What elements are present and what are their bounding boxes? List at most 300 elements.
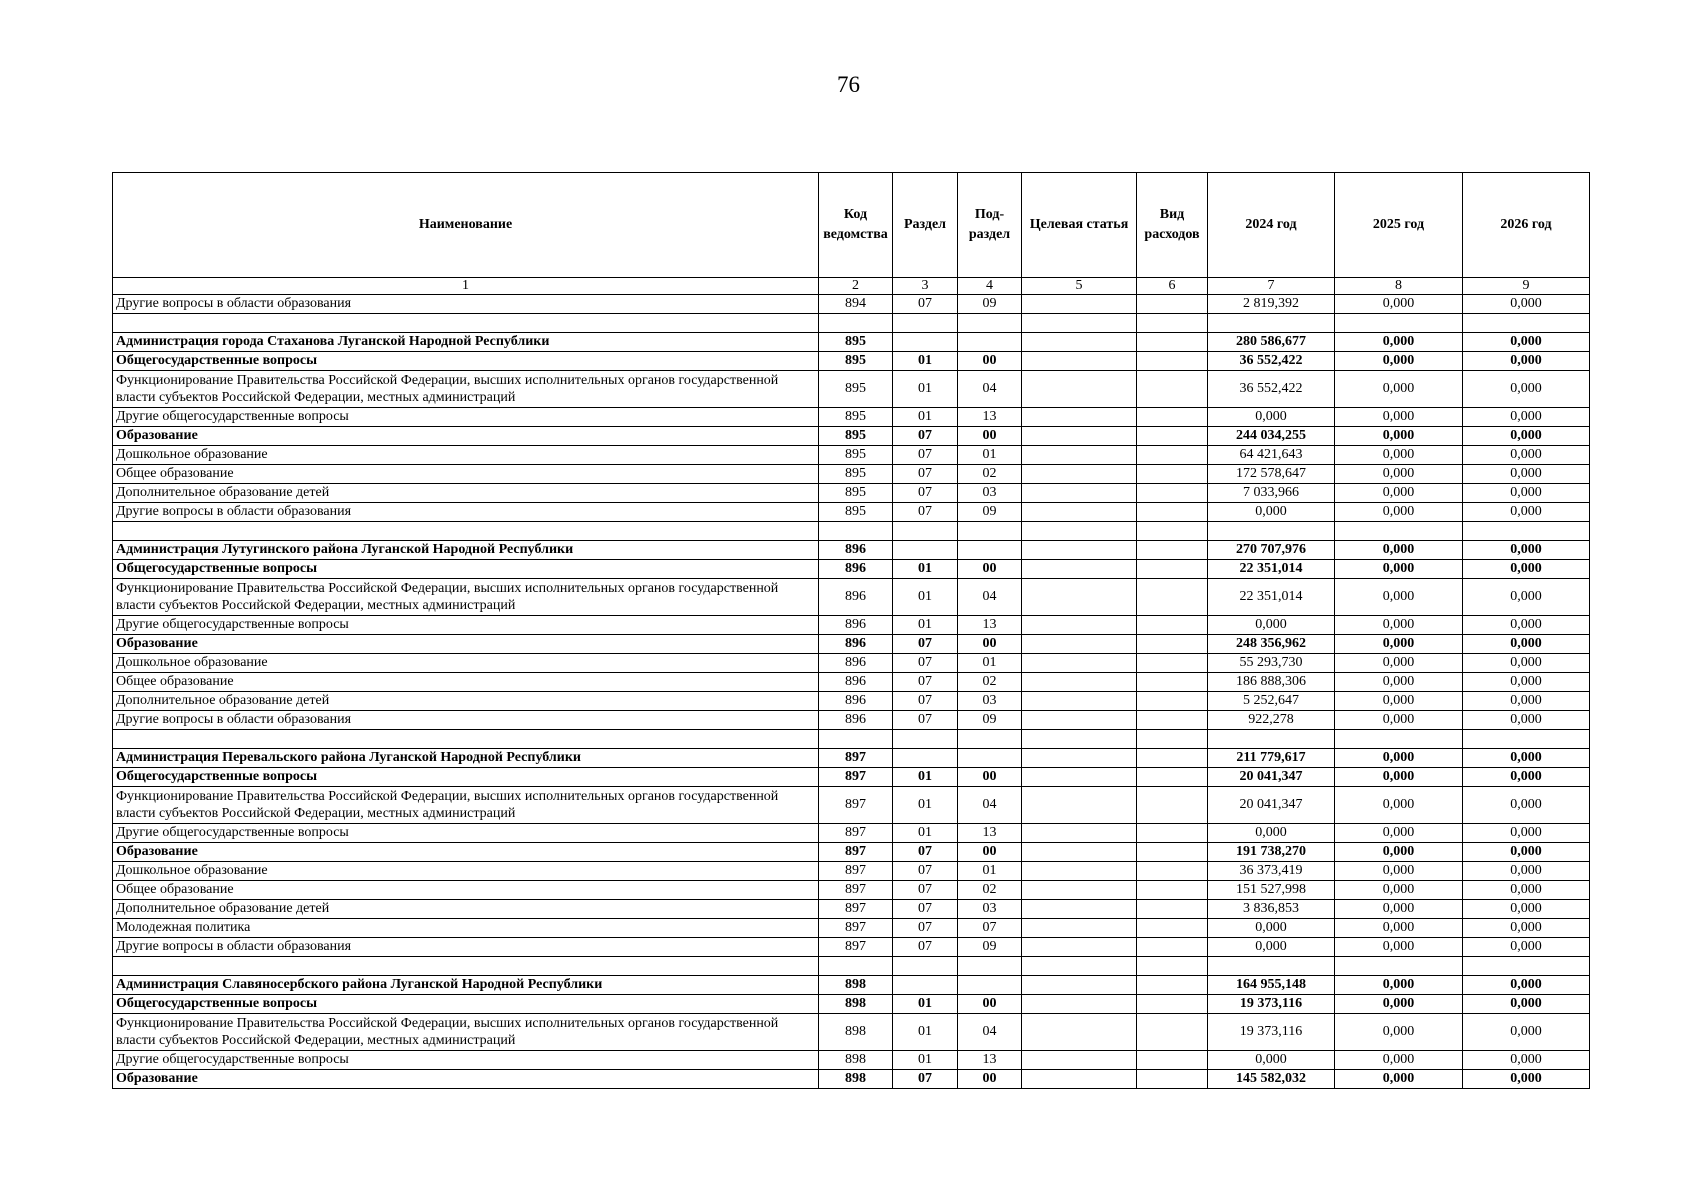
cell-2024: 270 707,976 (1208, 541, 1335, 560)
cell-section: 07 (893, 295, 958, 314)
cell-code: 895 (819, 408, 893, 427)
cell-target (1022, 995, 1137, 1014)
cell-subsection: 09 (958, 503, 1022, 522)
cell-section (893, 976, 958, 995)
cell-kind (1137, 843, 1208, 862)
empty-cell (893, 730, 958, 749)
empty-cell (1022, 314, 1137, 333)
cell-section: 01 (893, 824, 958, 843)
empty-cell (1463, 522, 1590, 541)
cell-target (1022, 843, 1137, 862)
table-row (113, 768, 1590, 787)
cell-2024: 64 421,643 (1208, 446, 1335, 465)
cell-section: 07 (893, 900, 958, 919)
cell-kind (1137, 616, 1208, 635)
cell-kind (1137, 635, 1208, 654)
cell-name: Образование (113, 427, 819, 446)
cell-2025: 0,000 (1335, 446, 1463, 465)
cell-section: 07 (893, 673, 958, 692)
cell-name: Дополнительное образование детей (113, 692, 819, 711)
cell-subsection: 02 (958, 881, 1022, 900)
cell-section: 01 (893, 352, 958, 371)
cell-2024: 0,000 (1208, 503, 1335, 522)
cell-2024: 0,000 (1208, 408, 1335, 427)
header-2026: 2026 год (1463, 173, 1590, 278)
column-number: 1 (113, 278, 819, 295)
cell-code: 896 (819, 654, 893, 673)
empty-cell (113, 314, 819, 333)
table-row (113, 919, 1590, 938)
cell-2025: 0,000 (1335, 976, 1463, 995)
cell-2025: 0,000 (1335, 503, 1463, 522)
cell-target (1022, 541, 1137, 560)
table-row (113, 541, 1590, 560)
cell-subsection (958, 333, 1022, 352)
cell-kind (1137, 465, 1208, 484)
cell-target (1022, 579, 1137, 616)
header-target: Целевая статья (1022, 173, 1137, 278)
header-code: Код ведомства (819, 173, 893, 278)
cell-code: 896 (819, 635, 893, 654)
empty-cell (1022, 957, 1137, 976)
cell-section: 01 (893, 579, 958, 616)
cell-2026: 0,000 (1463, 352, 1590, 371)
header-2024: 2024 год (1208, 173, 1335, 278)
cell-code: 895 (819, 484, 893, 503)
cell-name: Функционирование Правительства Российской Федерации, высших исполнительных органов государственной власти субъектов Российской Федерации, местных администраций (113, 787, 819, 824)
cell-target (1022, 900, 1137, 919)
cell-kind (1137, 995, 1208, 1014)
cell-code: 896 (819, 616, 893, 635)
cell-2025: 0,000 (1335, 749, 1463, 768)
cell-2026: 0,000 (1463, 976, 1590, 995)
cell-target (1022, 749, 1137, 768)
cell-2025: 0,000 (1335, 560, 1463, 579)
cell-subsection: 07 (958, 919, 1022, 938)
cell-2026: 0,000 (1463, 692, 1590, 711)
empty-cell (1137, 957, 1208, 976)
cell-kind (1137, 408, 1208, 427)
cell-section: 07 (893, 881, 958, 900)
cell-subsection: 13 (958, 408, 1022, 427)
cell-2024: 22 351,014 (1208, 579, 1335, 616)
cell-section: 07 (893, 862, 958, 881)
cell-section: 07 (893, 503, 958, 522)
cell-2024: 20 041,347 (1208, 768, 1335, 787)
cell-code: 896 (819, 560, 893, 579)
table-row (113, 579, 1590, 616)
cell-name: Дошкольное образование (113, 862, 819, 881)
cell-kind (1137, 919, 1208, 938)
cell-2025: 0,000 (1335, 938, 1463, 957)
cell-2026: 0,000 (1463, 1070, 1590, 1089)
cell-section: 01 (893, 995, 958, 1014)
cell-subsection: 03 (958, 900, 1022, 919)
cell-2024: 36 552,422 (1208, 352, 1335, 371)
cell-2024: 191 738,270 (1208, 843, 1335, 862)
page-number: 76 (837, 72, 860, 97)
cell-kind (1137, 579, 1208, 616)
cell-section: 01 (893, 787, 958, 824)
cell-subsection (958, 749, 1022, 768)
table-row (113, 371, 1590, 408)
cell-code: 897 (819, 843, 893, 862)
cell-subsection (958, 541, 1022, 560)
cell-name: Другие общегосударственные вопросы (113, 1051, 819, 1070)
table-row (113, 616, 1590, 635)
cell-2026: 0,000 (1463, 371, 1590, 408)
cell-section: 01 (893, 768, 958, 787)
cell-code: 895 (819, 371, 893, 408)
cell-2024: 922,278 (1208, 711, 1335, 730)
cell-target (1022, 408, 1137, 427)
cell-name: Общегосударственные вопросы (113, 560, 819, 579)
cell-name: Образование (113, 843, 819, 862)
cell-section: 07 (893, 654, 958, 673)
table-row (113, 976, 1590, 995)
cell-2025: 0,000 (1335, 484, 1463, 503)
cell-kind (1137, 1070, 1208, 1089)
cell-2024: 186 888,306 (1208, 673, 1335, 692)
empty-cell (1208, 730, 1335, 749)
cell-2024: 145 582,032 (1208, 1070, 1335, 1089)
empty-cell (113, 730, 819, 749)
empty-cell (1463, 957, 1590, 976)
cell-subsection: 04 (958, 787, 1022, 824)
cell-2024: 244 034,255 (1208, 427, 1335, 446)
cell-2026: 0,000 (1463, 938, 1590, 957)
cell-subsection: 04 (958, 1014, 1022, 1051)
cell-2025: 0,000 (1335, 824, 1463, 843)
header-2025: 2025 год (1335, 173, 1463, 278)
cell-subsection: 00 (958, 352, 1022, 371)
cell-2024: 0,000 (1208, 824, 1335, 843)
cell-2026: 0,000 (1463, 446, 1590, 465)
cell-target (1022, 371, 1137, 408)
cell-target (1022, 446, 1137, 465)
cell-2026: 0,000 (1463, 427, 1590, 446)
cell-section (893, 541, 958, 560)
cell-kind (1137, 1014, 1208, 1051)
cell-2024: 0,000 (1208, 919, 1335, 938)
cell-target (1022, 976, 1137, 995)
cell-2024: 211 779,617 (1208, 749, 1335, 768)
cell-2026: 0,000 (1463, 824, 1590, 843)
empty-cell (819, 730, 893, 749)
cell-2026: 0,000 (1463, 749, 1590, 768)
cell-kind (1137, 938, 1208, 957)
table-row (113, 824, 1590, 843)
cell-subsection: 03 (958, 484, 1022, 503)
empty-cell (893, 314, 958, 333)
cell-section: 01 (893, 616, 958, 635)
cell-section: 01 (893, 560, 958, 579)
table-row (113, 1070, 1590, 1089)
table-row (113, 787, 1590, 824)
cell-2025: 0,000 (1335, 635, 1463, 654)
cell-target (1022, 938, 1137, 957)
cell-2024: 20 041,347 (1208, 787, 1335, 824)
empty-cell (1137, 314, 1208, 333)
cell-name: Администрация Лутугинского района Луганской Народной Республики (113, 541, 819, 560)
budget-table (112, 172, 1590, 1089)
cell-code: 895 (819, 427, 893, 446)
cell-code: 898 (819, 1070, 893, 1089)
cell-section: 07 (893, 484, 958, 503)
empty-cell (819, 957, 893, 976)
cell-2024: 0,000 (1208, 938, 1335, 957)
header-row (113, 173, 1590, 278)
cell-subsection: 00 (958, 635, 1022, 654)
cell-name: Другие вопросы в области образования (113, 711, 819, 730)
cell-2025: 0,000 (1335, 1014, 1463, 1051)
table-body (113, 295, 1590, 1089)
cell-2026: 0,000 (1463, 654, 1590, 673)
empty-cell (1335, 957, 1463, 976)
column-number: 9 (1463, 278, 1590, 295)
cell-name: Образование (113, 1070, 819, 1089)
cell-code: 897 (819, 824, 893, 843)
cell-target (1022, 635, 1137, 654)
cell-2026: 0,000 (1463, 635, 1590, 654)
empty-cell (1137, 730, 1208, 749)
cell-code: 895 (819, 333, 893, 352)
cell-subsection: 01 (958, 862, 1022, 881)
cell-section: 07 (893, 692, 958, 711)
cell-kind (1137, 881, 1208, 900)
cell-2026: 0,000 (1463, 881, 1590, 900)
cell-2026: 0,000 (1463, 995, 1590, 1014)
column-number: 6 (1137, 278, 1208, 295)
cell-2026: 0,000 (1463, 787, 1590, 824)
cell-name: Функционирование Правительства Российской Федерации, высших исполнительных органов государственной власти субъектов Российской Федерации, местных администраций (113, 371, 819, 408)
cell-2026: 0,000 (1463, 919, 1590, 938)
empty-cell (893, 522, 958, 541)
empty-cell (1335, 730, 1463, 749)
cell-2026: 0,000 (1463, 843, 1590, 862)
cell-target (1022, 484, 1137, 503)
table-row (113, 862, 1590, 881)
cell-kind (1137, 654, 1208, 673)
empty-cell (958, 314, 1022, 333)
cell-2026: 0,000 (1463, 333, 1590, 352)
cell-2026: 0,000 (1463, 560, 1590, 579)
cell-kind (1137, 560, 1208, 579)
cell-section: 07 (893, 1070, 958, 1089)
cell-section: 01 (893, 1051, 958, 1070)
cell-2025: 0,000 (1335, 787, 1463, 824)
cell-name: Другие вопросы в области образования (113, 938, 819, 957)
cell-section: 07 (893, 446, 958, 465)
cell-subsection: 00 (958, 1070, 1022, 1089)
cell-section: 07 (893, 711, 958, 730)
cell-2026: 0,000 (1463, 1014, 1590, 1051)
cell-subsection: 01 (958, 446, 1022, 465)
column-number: 7 (1208, 278, 1335, 295)
cell-target (1022, 881, 1137, 900)
empty-cell (1463, 730, 1590, 749)
cell-code: 897 (819, 881, 893, 900)
cell-2026: 0,000 (1463, 711, 1590, 730)
table-row (113, 560, 1590, 579)
cell-target (1022, 787, 1137, 824)
cell-kind (1137, 427, 1208, 446)
table-row (113, 1051, 1590, 1070)
cell-name: Дополнительное образование детей (113, 900, 819, 919)
cell-kind (1137, 900, 1208, 919)
cell-2025: 0,000 (1335, 465, 1463, 484)
empty-cell (819, 314, 893, 333)
header-kind: Вид расходов (1137, 173, 1208, 278)
cell-code: 895 (819, 352, 893, 371)
column-number: 3 (893, 278, 958, 295)
cell-target (1022, 919, 1137, 938)
cell-code: 897 (819, 749, 893, 768)
cell-target (1022, 427, 1137, 446)
cell-2024: 36 373,419 (1208, 862, 1335, 881)
empty-cell (1208, 522, 1335, 541)
cell-code: 897 (819, 919, 893, 938)
cell-2026: 0,000 (1463, 862, 1590, 881)
cell-target (1022, 333, 1137, 352)
cell-section: 07 (893, 427, 958, 446)
cell-2024: 172 578,647 (1208, 465, 1335, 484)
cell-2024: 248 356,962 (1208, 635, 1335, 654)
cell-2024: 22 351,014 (1208, 560, 1335, 579)
cell-2026: 0,000 (1463, 579, 1590, 616)
cell-target (1022, 560, 1137, 579)
column-number: 8 (1335, 278, 1463, 295)
empty-cell (893, 957, 958, 976)
table-row (113, 408, 1590, 427)
cell-2024: 3 836,853 (1208, 900, 1335, 919)
table-row (113, 1014, 1590, 1051)
cell-subsection: 03 (958, 692, 1022, 711)
cell-name: Другие общегосударственные вопросы (113, 408, 819, 427)
cell-section: 07 (893, 635, 958, 654)
cell-name: Общегосударственные вопросы (113, 995, 819, 1014)
blank-row (113, 314, 1590, 333)
header-name: Наименование (113, 173, 819, 278)
cell-target (1022, 824, 1137, 843)
cell-2024: 19 373,116 (1208, 1014, 1335, 1051)
cell-kind (1137, 824, 1208, 843)
cell-section: 01 (893, 371, 958, 408)
cell-kind (1137, 711, 1208, 730)
cell-name: Дополнительное образование детей (113, 484, 819, 503)
cell-kind (1137, 787, 1208, 824)
cell-target (1022, 692, 1137, 711)
cell-code: 895 (819, 465, 893, 484)
cell-2025: 0,000 (1335, 843, 1463, 862)
table-row (113, 995, 1590, 1014)
cell-2025: 0,000 (1335, 427, 1463, 446)
cell-kind (1137, 749, 1208, 768)
table-row (113, 427, 1590, 446)
empty-cell (958, 957, 1022, 976)
cell-2025: 0,000 (1335, 579, 1463, 616)
cell-code: 898 (819, 1051, 893, 1070)
cell-2026: 0,000 (1463, 900, 1590, 919)
cell-subsection: 00 (958, 843, 1022, 862)
empty-cell (1335, 522, 1463, 541)
table-row (113, 938, 1590, 957)
cell-target (1022, 711, 1137, 730)
header-subsection: Под-раздел (958, 173, 1022, 278)
cell-2026: 0,000 (1463, 408, 1590, 427)
table-row (113, 484, 1590, 503)
cell-subsection (958, 976, 1022, 995)
column-number: 5 (1022, 278, 1137, 295)
empty-cell (1463, 314, 1590, 333)
cell-code: 895 (819, 503, 893, 522)
cell-code: 898 (819, 976, 893, 995)
cell-target (1022, 1070, 1137, 1089)
cell-name: Другие общегосударственные вопросы (113, 824, 819, 843)
cell-subsection: 09 (958, 938, 1022, 957)
empty-cell (1022, 522, 1137, 541)
cell-2026: 0,000 (1463, 503, 1590, 522)
cell-2025: 0,000 (1335, 919, 1463, 938)
cell-code: 896 (819, 673, 893, 692)
cell-code: 894 (819, 295, 893, 314)
cell-target (1022, 1051, 1137, 1070)
empty-cell (819, 522, 893, 541)
cell-code: 896 (819, 692, 893, 711)
cell-target (1022, 465, 1137, 484)
cell-name: Общее образование (113, 881, 819, 900)
table-row (113, 333, 1590, 352)
cell-2026: 0,000 (1463, 295, 1590, 314)
cell-target (1022, 654, 1137, 673)
cell-2024: 280 586,677 (1208, 333, 1335, 352)
cell-2024: 151 527,998 (1208, 881, 1335, 900)
cell-2025: 0,000 (1335, 654, 1463, 673)
cell-target (1022, 616, 1137, 635)
cell-2026: 0,000 (1463, 465, 1590, 484)
table-row (113, 673, 1590, 692)
table-row (113, 446, 1590, 465)
cell-code: 896 (819, 541, 893, 560)
cell-code: 896 (819, 711, 893, 730)
cell-2026: 0,000 (1463, 541, 1590, 560)
cell-kind (1137, 976, 1208, 995)
cell-kind (1137, 352, 1208, 371)
empty-cell (958, 522, 1022, 541)
cell-section (893, 749, 958, 768)
cell-subsection: 13 (958, 1051, 1022, 1070)
cell-name: Дошкольное образование (113, 654, 819, 673)
cell-2025: 0,000 (1335, 408, 1463, 427)
empty-cell (1335, 314, 1463, 333)
table-row (113, 749, 1590, 768)
cell-target (1022, 1014, 1137, 1051)
cell-name: Молодежная политика (113, 919, 819, 938)
cell-target (1022, 295, 1137, 314)
cell-subsection: 02 (958, 465, 1022, 484)
table-row (113, 881, 1590, 900)
cell-section (893, 333, 958, 352)
cell-kind (1137, 484, 1208, 503)
table-row (113, 711, 1590, 730)
cell-subsection: 02 (958, 673, 1022, 692)
table-row (113, 503, 1590, 522)
table-row (113, 692, 1590, 711)
cell-2025: 0,000 (1335, 616, 1463, 635)
cell-name: Образование (113, 635, 819, 654)
cell-kind (1137, 371, 1208, 408)
header-section: Раздел (893, 173, 958, 278)
